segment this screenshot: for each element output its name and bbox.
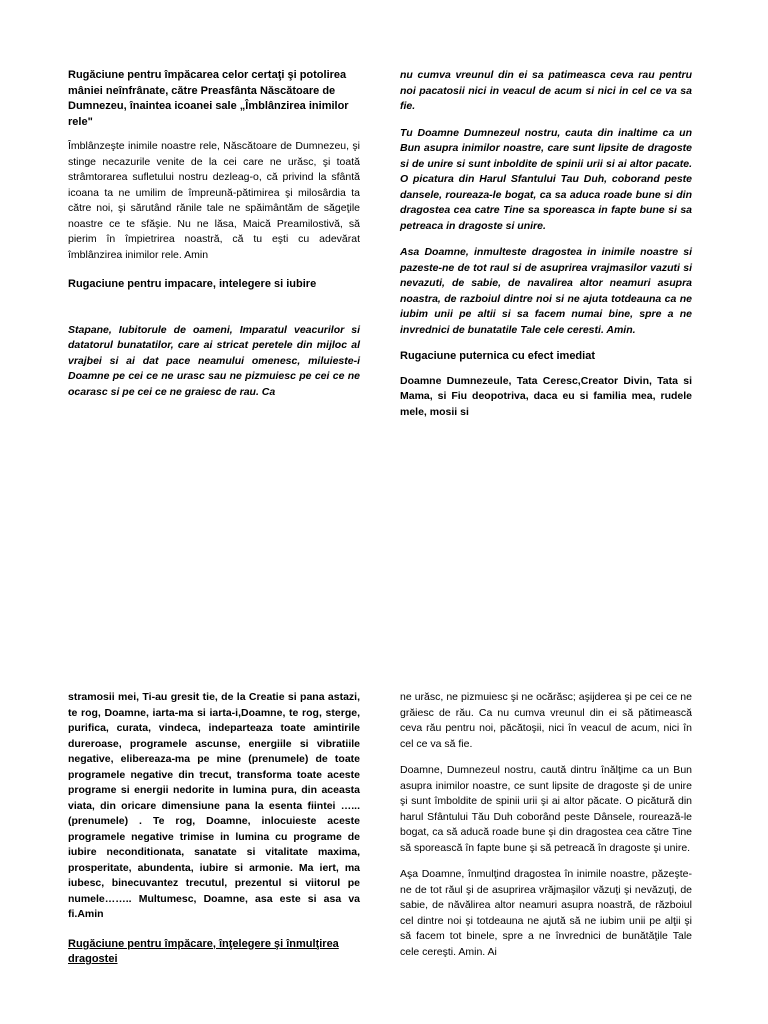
- page2-left-paragraph-1: stramosii mei, Ti-au gresit tie, de la Creatie si pana astazi, te rog, Doamne, iarta-ma si iarta-i,Doamne, te rog, sterge, purifica, curata, vindeca, indeparteaza toate amintirile dureroase, programele ascunse, energiile si vibratiile negative, elibereaza-ma pe mine (prenumele) de toate programele negative din trecut, transforma toate aceste programe si energii nedorite in lumina pura, din aceasta viata, din oricare dimensiune pana la esenta fiintei …...(prenumele) . Te rog, Doamne, inlocuieste aceste programele negative trimise in lumina cu programe de iubire neconditionata, sanatate si vitalitate maxima, prosperitate, abundenta, iubire si armonie. Ma iert, ma iubesc, binecuvantez trecutul, prezentul si viitorul pe numele…….. Multumesc, Doamne, asa este si asa va fi.Amin: [68, 691, 360, 920]
- page2-right-paragraph-1: ne urăsc, ne pizmuiesc şi ne ocărăsc; aşijderea şi pe cei ce ne grăiesc de rău. Ca nu cumva vreunul din ei să pătimească ceva rău pentru noi, păcătoşii, nici în veacul de acum, nici în cel ce va să fie.: [400, 691, 692, 750]
- page1-right-heading-1: Rugaciune puternica cu efect imediat: [400, 350, 595, 362]
- page2-left-heading-1: Rugăciune pentru împăcare, înţelegere şi înmulţirea dragostei: [68, 937, 339, 965]
- page1-right-paragraph-4: Doamne Dumnezeule, Tata Ceresc,Creator Divin, Tata si Mama, si Fiu deopotriva, daca eu si familia mea, rudele mele, mosii si: [400, 374, 692, 418]
- page2-left-column: [68, 690, 360, 977]
- page2-right-column: [400, 690, 692, 960]
- page1-right-paragraph-2: Tu Doamne Dumnezeul nostru, cauta din inaltime ca un Bun asupra inimilor noastre, care sunt lipsite de dragoste si de unire si sunt inboldite de spinii urii si ai altor pacate. O picatura din Harul Sfantului Tau Duh, coborand peste dansele, roureaza-le bogat, ca sa aduca roade bune si din dragostea cea catre Tine sa sporeasca in fapte bune si sa petreaca in dragoste si unire.: [400, 126, 692, 232]
- page1-right-column: [400, 68, 692, 431]
- page1-right-paragraph-3: Asa Doamne, inmulteste dragostea in inimile noastre si pazeste-ne de tot raul si de asuprirea vrajmasilor vazuti si nevazuti, de sabie, de navalirea altor neamuri asupra noastra, de razboiul dintre noi si ne ajuta totdeauna ca ne iubim unii pe altii si sa facem numai bine, spre a ne invrednici de bunatatile Tale cele ceresti. Amin.: [400, 246, 692, 336]
- page1-left-paragraph-2: Stapane, Iubitorule de oameni, Imparatul veacurilor si datatorul bunatatilor, care ai stricat peretele din mijloc al vrajbei si ai dat pace neamului omenesc, miluieste-i Doamne pe cei ce ne urasc sau ne pizmuiesc pe cei ce ne ocarasc si pe cei ce ne graiesc de rau. Ca: [68, 323, 360, 398]
- page1-left-paragraph-1: Îmblânzeşte inimile noastre rele, Născătoare de Dumnezeu, şi stinge necazurile venite de la cei care ne urăsc, şi toată strâmtorarea sufletului nostru dezleag-o, că privind la sfântă icoana ta ne umilim de împreună-pătimirea şi milosârdia ta către noi, şi sărutând rănile tale ne spăimântăm de săgeţile noastre ce te sfăşie. Nu ne lăsa, Maică Preamilostivă, să pierim în împietrirea noastră, că tu eşti cu adevărat îmblânzirea inimilor rele. Amin: [68, 140, 360, 261]
- page1-left-column: [68, 68, 360, 411]
- page2-right-paragraph-3: Aşa Doamne, înmulţind dragostea în inimile noastre, păzeşte-ne de tot răul şi de asuprirea vrăjmaşilor văzuţi şi nevăzuţi, de sabie, de năvălirea altor neamuri asupra noastră, de războiul cel dintre noi şi totdeauna ne ajută să ne iubim unii pe alţii şi să facem tot binele, spre a ne învrednici de bunătăţile Tale cele cereşti. Amin. Ai: [400, 868, 692, 958]
- page1-left-heading-1: Rugăciune pentru împăcarea celor certaţi şi potolirea mâniei neînfrânate, către Preasfânta Născătoare de Dumnezeu, înaintea icoanei sale „Îmblânzirea inimilor rele": [68, 69, 349, 128]
- page2-right-paragraph-2: Doamne, Dumnezeul nostru, caută dintru înălţime ca un Bun asupra inimilor noastre, ce sunt lipsite de dragoste şi de unire şi sunt îmboldite de spinii urii şi ai altor păcate. O picătură din harul Sfântului Tău Duh coborând peste Dânsele, rourează-le bogat, ca să aducă roade bune şi din dragostea cea către Tine să sporească în fapte bune şi să petreacă în dragoste şi unire.: [400, 764, 692, 854]
- page1-left-heading-2: Rugaciune pentru impacare, intelegere si iubire: [68, 278, 317, 290]
- page1-right-paragraph-1: nu cumva vreunul din ei sa patimeasca ceva rau pentru noi pacatosii nici in veacul de acum si nici in cel ce va sa fie.: [400, 69, 692, 112]
